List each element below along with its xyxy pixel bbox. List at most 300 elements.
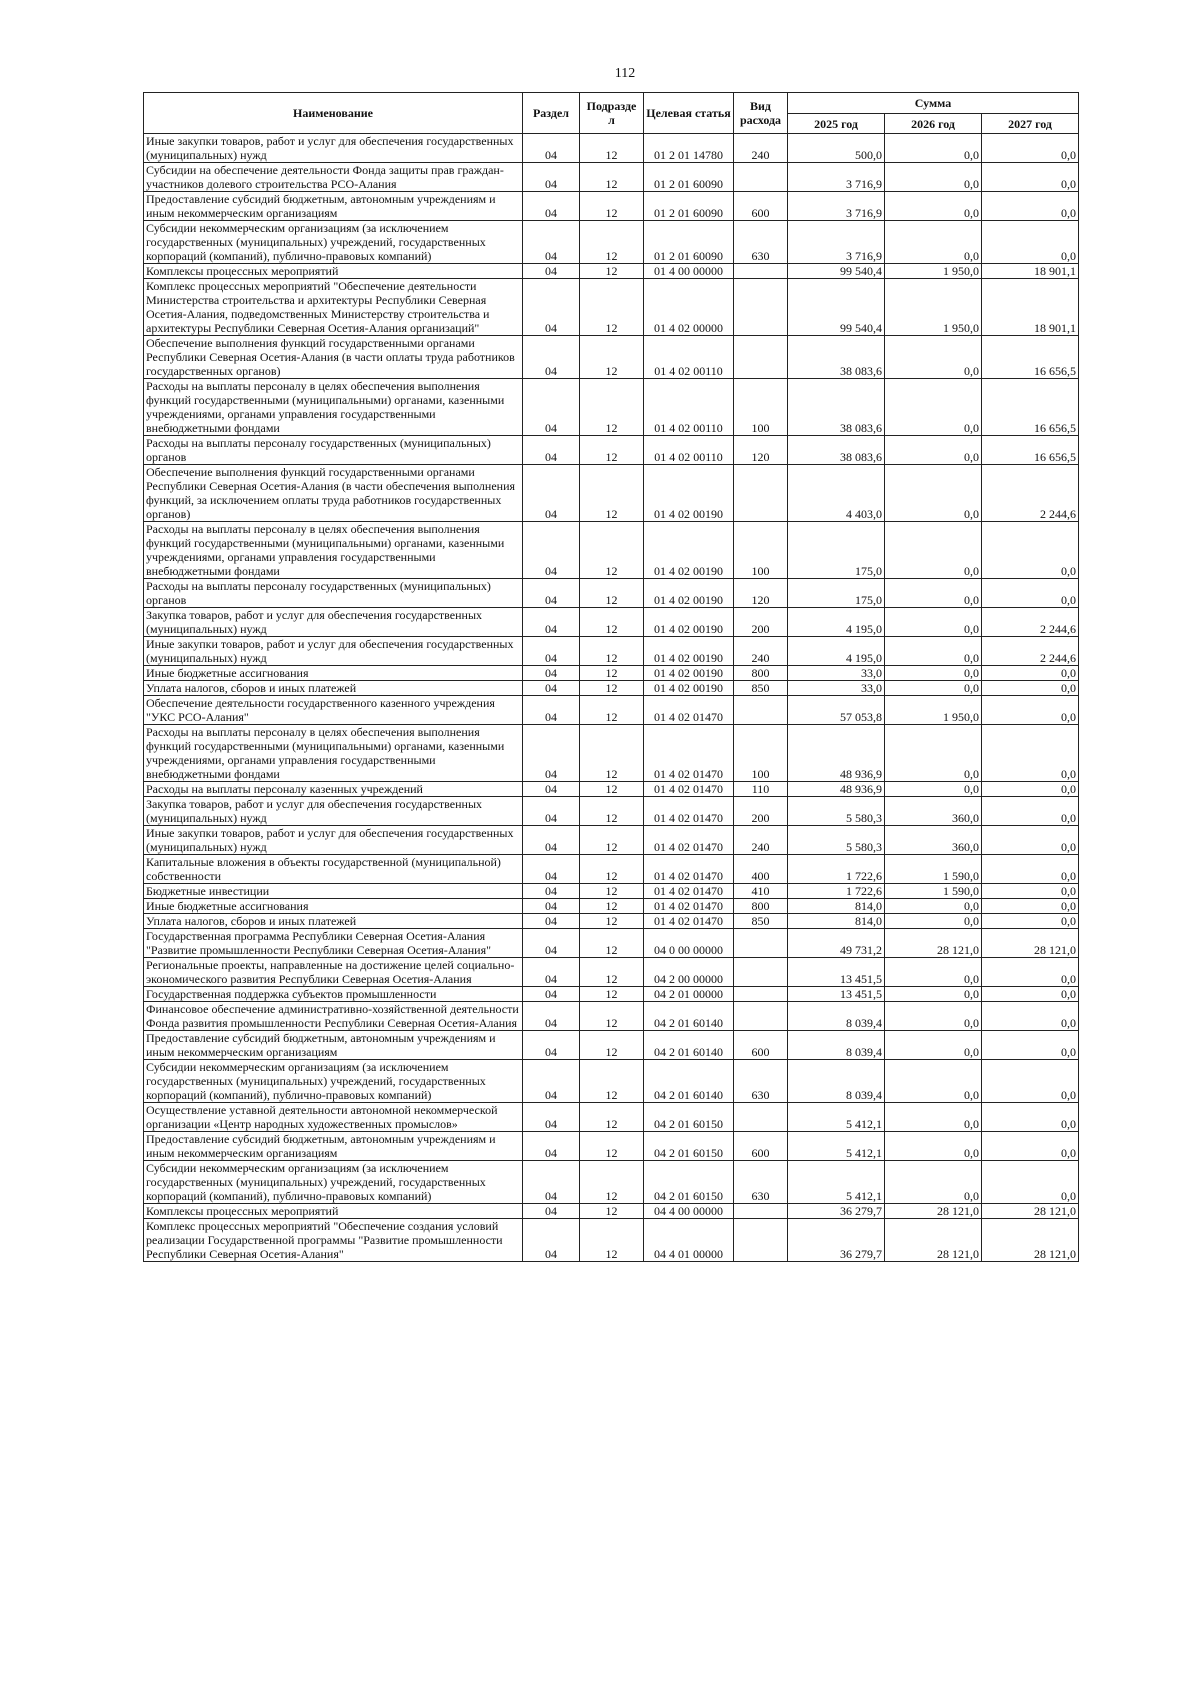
header-name: Наименование xyxy=(144,93,523,134)
header-year-2025: 2025 год xyxy=(788,114,885,134)
cell-sum-2027: 0,0 xyxy=(982,725,1079,782)
cell-target-item: 01 4 02 01470 xyxy=(644,797,734,826)
cell-sum-2025: 8 039,4 xyxy=(788,1031,885,1060)
cell-subsection: 12 xyxy=(580,608,644,637)
cell-name: Государственная поддержка субъектов промышленности xyxy=(144,987,523,1002)
cell-expense-type: 600 xyxy=(734,1132,788,1161)
table-row xyxy=(144,1060,1079,1103)
cell-name: Субсидии некоммерческим организациям (за исключением государственных (муниципальных) учреждений, государственных корпораций (компаний), публично-правовых компаний) xyxy=(144,1060,523,1103)
cell-subsection: 12 xyxy=(580,1161,644,1204)
cell-subsection: 12 xyxy=(580,797,644,826)
cell-sum-2026: 0,0 xyxy=(885,192,982,221)
cell-expense-type: 600 xyxy=(734,192,788,221)
cell-sum-2026: 0,0 xyxy=(885,163,982,192)
cell-sum-2027: 0,0 xyxy=(982,1002,1079,1031)
cell-target-item: 01 4 02 00110 xyxy=(644,336,734,379)
cell-section: 04 xyxy=(523,221,580,264)
cell-sum-2026: 1 590,0 xyxy=(885,855,982,884)
cell-target-item: 04 0 00 00000 xyxy=(644,929,734,958)
cell-expense-type: 630 xyxy=(734,1060,788,1103)
cell-section: 04 xyxy=(523,958,580,987)
cell-sum-2025: 57 053,8 xyxy=(788,696,885,725)
cell-sum-2025: 38 083,6 xyxy=(788,379,885,436)
cell-sum-2027: 0,0 xyxy=(982,899,1079,914)
cell-target-item: 01 4 02 00190 xyxy=(644,522,734,579)
cell-expense-type: 850 xyxy=(734,914,788,929)
cell-sum-2026: 0,0 xyxy=(885,336,982,379)
cell-expense-type: 240 xyxy=(734,134,788,163)
cell-section: 04 xyxy=(523,579,580,608)
cell-subsection: 12 xyxy=(580,826,644,855)
cell-expense-type: 630 xyxy=(734,221,788,264)
cell-expense-type xyxy=(734,1002,788,1031)
cell-subsection: 12 xyxy=(580,1002,644,1031)
cell-section: 04 xyxy=(523,681,580,696)
cell-sum-2027: 28 121,0 xyxy=(982,1219,1079,1262)
cell-target-item: 01 4 02 00000 xyxy=(644,279,734,336)
cell-sum-2026: 0,0 xyxy=(885,134,982,163)
cell-name: Предоставление субсидий бюджетным, автономным учреждениям и иным некоммерческим организациям xyxy=(144,1132,523,1161)
cell-target-item: 01 4 02 00110 xyxy=(644,436,734,465)
cell-name: Субсидии некоммерческим организациям (за исключением государственных (муниципальных) учреждений, государственных корпораций (компаний), публично-правовых компаний) xyxy=(144,221,523,264)
table-row xyxy=(144,192,1079,221)
cell-expense-type xyxy=(734,465,788,522)
cell-subsection: 12 xyxy=(580,914,644,929)
cell-sum-2026: 0,0 xyxy=(885,987,982,1002)
cell-name: Субсидии некоммерческим организациям (за исключением государственных (муниципальных) учреждений, государственных корпораций (компаний), публично-правовых компаний) xyxy=(144,1161,523,1204)
table-row xyxy=(144,855,1079,884)
cell-expense-type: 400 xyxy=(734,855,788,884)
header-subsection: Подразде л xyxy=(580,93,644,134)
cell-sum-2027: 0,0 xyxy=(982,987,1079,1002)
cell-sum-2026: 0,0 xyxy=(885,782,982,797)
cell-subsection: 12 xyxy=(580,134,644,163)
table-row xyxy=(144,264,1079,279)
cell-sum-2026: 0,0 xyxy=(885,1002,982,1031)
cell-sum-2026: 0,0 xyxy=(885,725,982,782)
cell-sum-2026: 0,0 xyxy=(885,666,982,681)
cell-expense-type xyxy=(734,1204,788,1219)
cell-expense-type: 100 xyxy=(734,522,788,579)
cell-section: 04 xyxy=(523,379,580,436)
cell-name: Предоставление субсидий бюджетным, автономным учреждениям и иным некоммерческим организациям xyxy=(144,192,523,221)
cell-expense-type xyxy=(734,1219,788,1262)
cell-subsection: 12 xyxy=(580,987,644,1002)
cell-target-item: 01 4 02 00190 xyxy=(644,666,734,681)
cell-target-item: 04 2 01 00000 xyxy=(644,987,734,1002)
cell-sum-2027: 0,0 xyxy=(982,1103,1079,1132)
cell-sum-2027: 0,0 xyxy=(982,797,1079,826)
cell-name: Комплексы процессных мероприятий xyxy=(144,264,523,279)
cell-expense-type: 200 xyxy=(734,608,788,637)
cell-name: Региональные проекты, направленные на достижение целей социально-экономического развития Республики Северная Осетия-Алания xyxy=(144,958,523,987)
cell-expense-type: 850 xyxy=(734,681,788,696)
cell-sum-2027: 0,0 xyxy=(982,1060,1079,1103)
cell-sum-2027: 0,0 xyxy=(982,134,1079,163)
cell-subsection: 12 xyxy=(580,264,644,279)
cell-sum-2027: 28 121,0 xyxy=(982,929,1079,958)
budget-table xyxy=(143,92,1079,1262)
cell-sum-2027: 0,0 xyxy=(982,696,1079,725)
cell-target-item: 01 4 02 01470 xyxy=(644,914,734,929)
cell-section: 04 xyxy=(523,884,580,899)
table-row xyxy=(144,958,1079,987)
cell-name: Комплексы процессных мероприятий xyxy=(144,1204,523,1219)
cell-expense-type xyxy=(734,958,788,987)
cell-name: Расходы на выплаты персоналу государственных (муниципальных) органов xyxy=(144,436,523,465)
cell-expense-type: 800 xyxy=(734,666,788,681)
cell-sum-2026: 28 121,0 xyxy=(885,929,982,958)
table-row xyxy=(144,1031,1079,1060)
cell-expense-type: 240 xyxy=(734,637,788,666)
cell-section: 04 xyxy=(523,1161,580,1204)
cell-section: 04 xyxy=(523,163,580,192)
table-row xyxy=(144,666,1079,681)
table-row xyxy=(144,379,1079,436)
cell-sum-2027: 0,0 xyxy=(982,884,1079,899)
cell-sum-2027: 0,0 xyxy=(982,1132,1079,1161)
cell-subsection: 12 xyxy=(580,1031,644,1060)
cell-name: Обеспечение выполнения функций государственными органами Республики Северная Осетия-Алания (в части оплаты труда работников государственных органов) xyxy=(144,336,523,379)
cell-expense-type xyxy=(734,1103,788,1132)
cell-sum-2026: 0,0 xyxy=(885,958,982,987)
header-year-2026: 2026 год xyxy=(885,114,982,134)
cell-name: Финансовое обеспечение административно-хозяйственной деятельности Фонда развития промышленности Республики Северная Осетия-Алания xyxy=(144,1002,523,1031)
cell-expense-type xyxy=(734,264,788,279)
cell-sum-2027: 0,0 xyxy=(982,579,1079,608)
cell-expense-type: 110 xyxy=(734,782,788,797)
table-row xyxy=(144,1103,1079,1132)
cell-subsection: 12 xyxy=(580,279,644,336)
cell-sum-2026: 0,0 xyxy=(885,899,982,914)
cell-sum-2025: 175,0 xyxy=(788,522,885,579)
cell-section: 04 xyxy=(523,797,580,826)
cell-sum-2025: 99 540,4 xyxy=(788,264,885,279)
cell-target-item: 01 4 02 01470 xyxy=(644,725,734,782)
header-target-item: Целевая статья xyxy=(644,93,734,134)
cell-name: Субсидии на обеспечение деятельности Фонда защиты прав граждан-участников долевого строительства РСО-Алания xyxy=(144,163,523,192)
cell-sum-2025: 38 083,6 xyxy=(788,336,885,379)
table-row xyxy=(144,1002,1079,1031)
cell-sum-2025: 13 451,5 xyxy=(788,958,885,987)
table-row xyxy=(144,465,1079,522)
cell-sum-2027: 2 244,6 xyxy=(982,637,1079,666)
cell-sum-2027: 28 121,0 xyxy=(982,1204,1079,1219)
cell-sum-2025: 99 540,4 xyxy=(788,279,885,336)
cell-target-item: 04 2 01 60150 xyxy=(644,1132,734,1161)
cell-name: Предоставление субсидий бюджетным, автономным учреждениям и иным некоммерческим организациям xyxy=(144,1031,523,1060)
cell-sum-2025: 5 412,1 xyxy=(788,1103,885,1132)
cell-sum-2025: 175,0 xyxy=(788,579,885,608)
cell-target-item: 01 2 01 60090 xyxy=(644,192,734,221)
cell-target-item: 04 2 01 60150 xyxy=(644,1103,734,1132)
cell-subsection: 12 xyxy=(580,379,644,436)
table-row xyxy=(144,221,1079,264)
cell-sum-2026: 1 950,0 xyxy=(885,279,982,336)
cell-sum-2025: 5 412,1 xyxy=(788,1161,885,1204)
cell-section: 04 xyxy=(523,666,580,681)
cell-sum-2025: 4 403,0 xyxy=(788,465,885,522)
cell-section: 04 xyxy=(523,608,580,637)
cell-section: 04 xyxy=(523,264,580,279)
cell-subsection: 12 xyxy=(580,958,644,987)
cell-subsection: 12 xyxy=(580,899,644,914)
cell-subsection: 12 xyxy=(580,336,644,379)
cell-name: Иные бюджетные ассигнования xyxy=(144,899,523,914)
cell-section: 04 xyxy=(523,855,580,884)
cell-expense-type: 410 xyxy=(734,884,788,899)
cell-section: 04 xyxy=(523,336,580,379)
table-row xyxy=(144,1204,1079,1219)
cell-expense-type xyxy=(734,696,788,725)
table-row xyxy=(144,782,1079,797)
table-row xyxy=(144,1161,1079,1204)
cell-subsection: 12 xyxy=(580,221,644,264)
cell-sum-2026: 0,0 xyxy=(885,681,982,696)
cell-target-item: 01 4 02 00190 xyxy=(644,465,734,522)
cell-target-item: 01 4 02 00110 xyxy=(644,379,734,436)
cell-sum-2026: 0,0 xyxy=(885,637,982,666)
cell-sum-2025: 3 716,9 xyxy=(788,221,885,264)
cell-name: Расходы на выплаты персоналу в целях обеспечения выполнения функций государственными (муниципальными) органами, казенными учреждениями, органами управления государственными внебюджетными фондами xyxy=(144,522,523,579)
cell-sum-2026: 360,0 xyxy=(885,826,982,855)
cell-subsection: 12 xyxy=(580,465,644,522)
table-row xyxy=(144,797,1079,826)
table-row xyxy=(144,637,1079,666)
cell-target-item: 01 4 02 01470 xyxy=(644,884,734,899)
cell-name: Бюджетные инвестиции xyxy=(144,884,523,899)
cell-sum-2026: 1 950,0 xyxy=(885,264,982,279)
cell-section: 04 xyxy=(523,782,580,797)
cell-sum-2025: 36 279,7 xyxy=(788,1204,885,1219)
header-section: Раздел xyxy=(523,93,580,134)
table-row xyxy=(144,163,1079,192)
cell-sum-2025: 814,0 xyxy=(788,899,885,914)
table-row xyxy=(144,336,1079,379)
cell-expense-type: 800 xyxy=(734,899,788,914)
table-row xyxy=(144,929,1079,958)
cell-name: Закупка товаров, работ и услуг для обеспечения государственных (муниципальных) нужд xyxy=(144,797,523,826)
cell-target-item: 04 2 01 60140 xyxy=(644,1060,734,1103)
cell-sum-2026: 0,0 xyxy=(885,379,982,436)
table-row xyxy=(144,279,1079,336)
cell-sum-2025: 49 731,2 xyxy=(788,929,885,958)
cell-expense-type: 200 xyxy=(734,797,788,826)
cell-name: Расходы на выплаты персоналу в целях обеспечения выполнения функций государственными (муниципальными) органами, казенными учреждениями, органами управления государственными внебюджетными фондами xyxy=(144,379,523,436)
cell-name: Комплекс процессных мероприятий "Обеспечение создания условий реализации Государственной программы "Развитие промышленности Республики Северная Осетия-Алания" xyxy=(144,1219,523,1262)
cell-sum-2026: 0,0 xyxy=(885,1060,982,1103)
page-number: 112 xyxy=(614,66,636,81)
table-row xyxy=(144,134,1079,163)
cell-name: Уплата налогов, сборов и иных платежей xyxy=(144,914,523,929)
cell-subsection: 12 xyxy=(580,681,644,696)
table-body xyxy=(144,134,1079,1262)
cell-section: 04 xyxy=(523,899,580,914)
cell-expense-type xyxy=(734,336,788,379)
cell-section: 04 xyxy=(523,1204,580,1219)
cell-sum-2026: 0,0 xyxy=(885,522,982,579)
cell-sum-2026: 0,0 xyxy=(885,465,982,522)
cell-section: 04 xyxy=(523,696,580,725)
cell-sum-2026: 0,0 xyxy=(885,608,982,637)
cell-sum-2025: 48 936,9 xyxy=(788,725,885,782)
cell-subsection: 12 xyxy=(580,725,644,782)
cell-name: Уплата налогов, сборов и иных платежей xyxy=(144,681,523,696)
cell-expense-type: 120 xyxy=(734,579,788,608)
cell-expense-type xyxy=(734,163,788,192)
cell-name: Комплекс процессных мероприятий "Обеспечение деятельности Министерства строительства и архитектуры Республики Северная Осетия-Алания, подведомственных Министерству строительства и архитектуры Республики Северная Осетия-Алания организаций" xyxy=(144,279,523,336)
header-expense-type: Вид расхода xyxy=(734,93,788,134)
cell-sum-2025: 5 412,1 xyxy=(788,1132,885,1161)
cell-sum-2027: 0,0 xyxy=(982,1161,1079,1204)
cell-section: 04 xyxy=(523,826,580,855)
cell-name: Иные закупки товаров, работ и услуг для обеспечения государственных (муниципальных) нужд xyxy=(144,826,523,855)
cell-sum-2026: 1 590,0 xyxy=(885,884,982,899)
cell-sum-2025: 13 451,5 xyxy=(788,987,885,1002)
cell-target-item: 04 2 01 60140 xyxy=(644,1031,734,1060)
header-year-2027: 2027 год xyxy=(982,114,1079,134)
cell-sum-2027: 18 901,1 xyxy=(982,279,1079,336)
table-row xyxy=(144,1219,1079,1262)
cell-subsection: 12 xyxy=(580,637,644,666)
cell-section: 04 xyxy=(523,1219,580,1262)
cell-sum-2026: 0,0 xyxy=(885,436,982,465)
cell-sum-2025: 38 083,6 xyxy=(788,436,885,465)
cell-target-item: 01 2 01 60090 xyxy=(644,221,734,264)
cell-sum-2025: 8 039,4 xyxy=(788,1002,885,1031)
cell-section: 04 xyxy=(523,1132,580,1161)
cell-target-item: 01 4 02 01470 xyxy=(644,855,734,884)
table-row xyxy=(144,725,1079,782)
cell-section: 04 xyxy=(523,436,580,465)
cell-section: 04 xyxy=(523,929,580,958)
cell-name: Обеспечение выполнения функций государственными органами Республики Северная Осетия-Алания (в части обеспечения выполнения функций, за исключением оплаты труда работников государственных органов) xyxy=(144,465,523,522)
cell-subsection: 12 xyxy=(580,696,644,725)
cell-name: Капитальные вложения в объекты государственной (муниципальной) собственности xyxy=(144,855,523,884)
cell-sum-2025: 8 039,4 xyxy=(788,1060,885,1103)
cell-section: 04 xyxy=(523,465,580,522)
table-row xyxy=(144,608,1079,637)
cell-sum-2025: 3 716,9 xyxy=(788,192,885,221)
cell-expense-type: 100 xyxy=(734,379,788,436)
table-row xyxy=(144,884,1079,899)
cell-expense-type: 600 xyxy=(734,1031,788,1060)
table-row xyxy=(144,436,1079,465)
cell-sum-2025: 1 722,6 xyxy=(788,884,885,899)
cell-sum-2025: 5 580,3 xyxy=(788,797,885,826)
cell-sum-2026: 28 121,0 xyxy=(885,1204,982,1219)
cell-subsection: 12 xyxy=(580,522,644,579)
cell-subsection: 12 xyxy=(580,1219,644,1262)
cell-sum-2027: 0,0 xyxy=(982,221,1079,264)
cell-section: 04 xyxy=(523,637,580,666)
cell-expense-type: 240 xyxy=(734,826,788,855)
cell-sum-2026: 28 121,0 xyxy=(885,1219,982,1262)
cell-target-item: 01 4 02 00190 xyxy=(644,681,734,696)
table-row xyxy=(144,899,1079,914)
cell-sum-2027: 2 244,6 xyxy=(982,465,1079,522)
cell-section: 04 xyxy=(523,279,580,336)
cell-subsection: 12 xyxy=(580,666,644,681)
cell-sum-2025: 33,0 xyxy=(788,666,885,681)
cell-expense-type xyxy=(734,279,788,336)
cell-sum-2025: 48 936,9 xyxy=(788,782,885,797)
cell-sum-2025: 4 195,0 xyxy=(788,608,885,637)
cell-sum-2027: 0,0 xyxy=(982,855,1079,884)
cell-sum-2027: 0,0 xyxy=(982,522,1079,579)
cell-section: 04 xyxy=(523,987,580,1002)
table-row xyxy=(144,1132,1079,1161)
header-sum: Сумма xyxy=(788,93,1079,114)
table-row xyxy=(144,681,1079,696)
cell-expense-type: 630 xyxy=(734,1161,788,1204)
cell-sum-2027: 0,0 xyxy=(982,666,1079,681)
cell-sum-2027: 2 244,6 xyxy=(982,608,1079,637)
cell-sum-2027: 16 656,5 xyxy=(982,379,1079,436)
cell-section: 04 xyxy=(523,134,580,163)
cell-sum-2027: 0,0 xyxy=(982,192,1079,221)
cell-target-item: 04 2 01 60150 xyxy=(644,1161,734,1204)
cell-sum-2025: 814,0 xyxy=(788,914,885,929)
cell-sum-2025: 3 716,9 xyxy=(788,163,885,192)
cell-name: Закупка товаров, работ и услуг для обеспечения государственных (муниципальных) нужд xyxy=(144,608,523,637)
cell-sum-2026: 0,0 xyxy=(885,1161,982,1204)
cell-sum-2026: 0,0 xyxy=(885,1103,982,1132)
cell-target-item: 01 4 02 01470 xyxy=(644,782,734,797)
cell-sum-2027: 16 656,5 xyxy=(982,436,1079,465)
table-row xyxy=(144,579,1079,608)
cell-sum-2025: 33,0 xyxy=(788,681,885,696)
cell-sum-2027: 0,0 xyxy=(982,681,1079,696)
cell-subsection: 12 xyxy=(580,884,644,899)
cell-section: 04 xyxy=(523,192,580,221)
cell-sum-2026: 1 950,0 xyxy=(885,696,982,725)
cell-subsection: 12 xyxy=(580,436,644,465)
cell-sum-2026: 0,0 xyxy=(885,221,982,264)
cell-name: Иные бюджетные ассигнования xyxy=(144,666,523,681)
cell-name: Обеспечение деятельности государственного казенного учреждения "УКС РСО-Алания" xyxy=(144,696,523,725)
cell-name: Расходы на выплаты персоналу государственных (муниципальных) органов xyxy=(144,579,523,608)
cell-subsection: 12 xyxy=(580,192,644,221)
cell-target-item: 01 4 00 00000 xyxy=(644,264,734,279)
cell-sum-2027: 0,0 xyxy=(982,782,1079,797)
cell-sum-2025: 1 722,6 xyxy=(788,855,885,884)
cell-section: 04 xyxy=(523,1103,580,1132)
cell-section: 04 xyxy=(523,1060,580,1103)
cell-sum-2025: 4 195,0 xyxy=(788,637,885,666)
cell-target-item: 01 4 02 01470 xyxy=(644,899,734,914)
cell-target-item: 04 4 01 00000 xyxy=(644,1219,734,1262)
cell-subsection: 12 xyxy=(580,1204,644,1219)
cell-sum-2027: 0,0 xyxy=(982,826,1079,855)
cell-subsection: 12 xyxy=(580,1060,644,1103)
cell-sum-2027: 0,0 xyxy=(982,1031,1079,1060)
cell-sum-2027: 18 901,1 xyxy=(982,264,1079,279)
cell-subsection: 12 xyxy=(580,579,644,608)
cell-target-item: 01 4 02 01470 xyxy=(644,696,734,725)
cell-subsection: 12 xyxy=(580,782,644,797)
cell-expense-type xyxy=(734,929,788,958)
table-row xyxy=(144,987,1079,1002)
cell-sum-2027: 0,0 xyxy=(982,958,1079,987)
cell-subsection: 12 xyxy=(580,855,644,884)
table-row xyxy=(144,522,1079,579)
cell-subsection: 12 xyxy=(580,163,644,192)
cell-sum-2026: 360,0 xyxy=(885,797,982,826)
cell-sum-2027: 16 656,5 xyxy=(982,336,1079,379)
cell-subsection: 12 xyxy=(580,1132,644,1161)
cell-name: Расходы на выплаты персоналу в целях обеспечения выполнения функций государственными (муниципальными) органами, казенными учреждениями, органами управления государственными внебюджетными фондами xyxy=(144,725,523,782)
